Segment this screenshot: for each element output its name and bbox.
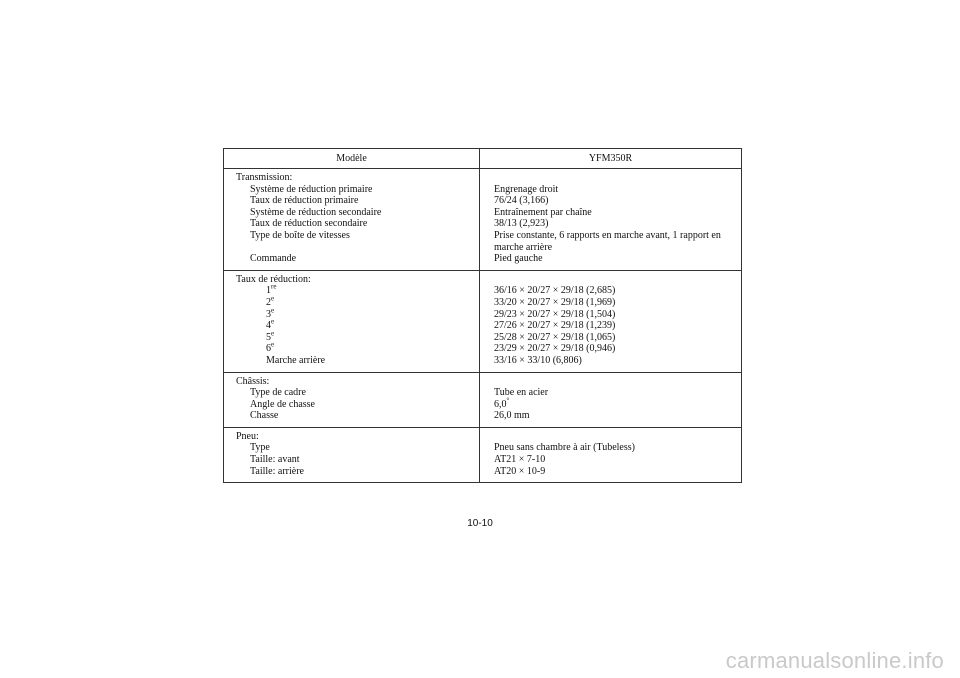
ratio-value: 23/29 × 20/27 × 29/18 (0,946) (494, 343, 616, 355)
section-reduction (224, 270, 742, 372)
row-value: 26,0 mm (494, 410, 530, 422)
section-title: Pneu: (236, 430, 259, 442)
gear-label: 4e (266, 317, 275, 332)
ratio-value: 29/23 × 20/27 × 29/18 (1,504) (494, 308, 616, 320)
row-label: Type (250, 442, 270, 454)
ratio-value: 25/28 × 20/27 × 29/18 (1,065) (494, 331, 616, 343)
ratio-value: 36/16 × 20/27 × 29/18 (2,685) (494, 285, 616, 297)
section-transmission (224, 169, 742, 271)
section-tires (224, 427, 742, 482)
section-title: Taux de réduction: (236, 273, 311, 285)
tires-values (480, 427, 742, 482)
header-model-name: YFM350R (480, 149, 742, 169)
row-label: Chasse (250, 410, 279, 422)
section-chassis (224, 372, 742, 427)
transmission-labels (224, 169, 480, 271)
row-value: AT21 × 7-10 (494, 454, 546, 466)
row-label: Angle de chasse (250, 398, 315, 410)
row-label: Type de cadre (250, 387, 306, 399)
row-value: AT20 × 10-9 (494, 465, 546, 477)
watermark: carmanualsonline.info (725, 648, 944, 673)
row-value: 6,0° (494, 396, 510, 410)
specifications-table (223, 148, 742, 483)
table-header-row (224, 149, 742, 169)
header-model: Modèle (224, 149, 480, 169)
chassis-values (480, 372, 742, 427)
row-label: Système de réduction secondaire (250, 206, 382, 218)
section-title: Transmission: (236, 172, 293, 183)
spacer (494, 376, 741, 388)
gear-label: 5e (266, 329, 275, 343)
page-number: 10-10 (467, 518, 493, 529)
reduction-labels (224, 270, 480, 372)
gear-label: 3e (266, 306, 275, 320)
row-label: Commande (250, 253, 297, 265)
transmission-values (480, 169, 742, 271)
section-title: Châssis: (236, 375, 270, 387)
row-value: Pied gauche (494, 253, 543, 265)
ratio-value: 27/26 × 20/27 × 29/18 (1,239) (494, 320, 616, 332)
spacer (494, 274, 741, 286)
reduction-values (480, 270, 742, 372)
row-label: Taille: arrière (250, 465, 304, 477)
row-value: Prise constante, 6 rapports en marche avant, 1 rapport en (494, 229, 721, 241)
chassis-labels (224, 372, 480, 427)
row-label: Type de boîte de vitesses (250, 229, 350, 241)
spacer (494, 431, 741, 443)
row-value: 76/24 (3,166) (494, 195, 549, 207)
gear-label: 2e (266, 294, 275, 308)
row-label: Taux de réduction secondaire (250, 218, 368, 230)
row-label: Taille: avant (250, 454, 300, 466)
row-label: Taux de réduction primaire (250, 195, 359, 207)
row-value: Pneu sans chambre à air (Tubeless) (494, 442, 635, 454)
tires-labels (224, 427, 480, 482)
row-value: 38/13 (2,923) (494, 218, 549, 230)
spacer (494, 172, 741, 184)
row-value: Tube en acier (494, 387, 549, 399)
ratio-value: 33/20 × 20/27 × 29/18 (1,969) (494, 296, 616, 308)
ratio-value: 33/16 × 33/10 (6,806) (494, 354, 582, 366)
row-value: Entraînement par chaîne (494, 206, 592, 218)
gear-label: 6e (266, 340, 275, 355)
row-label: Système de réduction primaire (250, 183, 373, 195)
row-value-continued: marche arrière (494, 241, 553, 253)
row-value: Engrenage droit (494, 183, 559, 195)
spacer (236, 242, 479, 254)
gear-label: 1re (266, 283, 277, 297)
gear-label-reverse: Marche arrière (266, 354, 326, 366)
